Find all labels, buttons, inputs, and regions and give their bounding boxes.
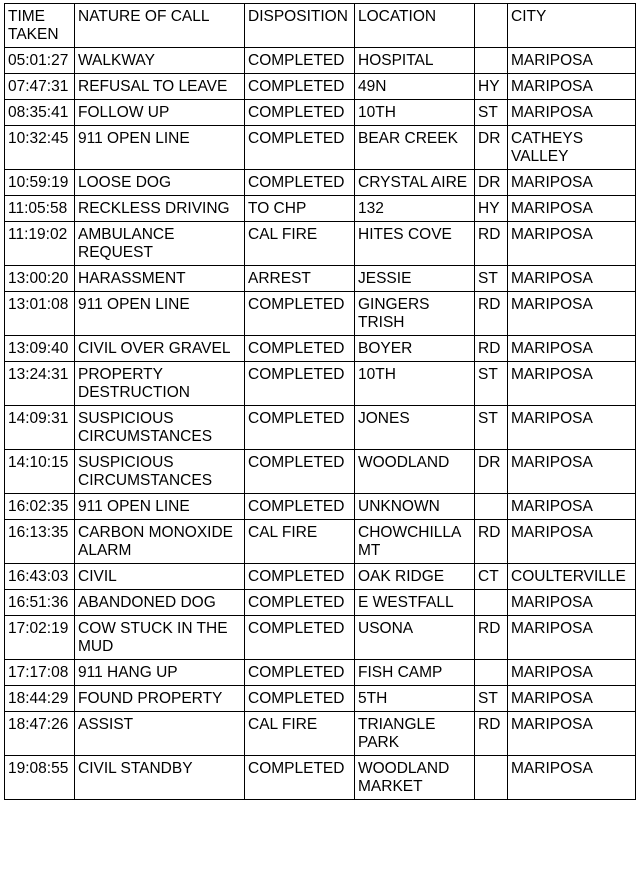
cell-nature-of-call: WALKWAY: [75, 48, 245, 74]
header-row: [5, 4, 636, 48]
cell-nature-of-call: LOOSE DOG: [75, 170, 245, 196]
cell-disposition: COMPLETED: [245, 660, 355, 686]
header-street-suffix: [475, 4, 508, 48]
cell-time-taken: 16:51:36: [5, 590, 75, 616]
cell-street-suffix: ST: [475, 100, 508, 126]
cell-street-suffix: RD: [475, 292, 508, 336]
cell-disposition: TO CHP: [245, 196, 355, 222]
cell-time-taken: 13:09:40: [5, 336, 75, 362]
cell-location: HITES COVE: [355, 222, 475, 266]
cell-disposition: COMPLETED: [245, 170, 355, 196]
cell-nature-of-call: CIVIL STANDBY: [75, 756, 245, 800]
table-row: [5, 616, 636, 660]
cell-nature-of-call: FOLLOW UP: [75, 100, 245, 126]
cell-location: WOODLAND: [355, 450, 475, 494]
table-row: [5, 406, 636, 450]
cell-street-suffix: ST: [475, 686, 508, 712]
cell-nature-of-call: SUSPICIOUS CIRCUMSTANCES: [75, 450, 245, 494]
cell-location: JONES: [355, 406, 475, 450]
cell-disposition: COMPLETED: [245, 756, 355, 800]
cell-location: 10TH: [355, 362, 475, 406]
cell-nature-of-call: 911 HANG UP: [75, 660, 245, 686]
cell-disposition: CAL FIRE: [245, 222, 355, 266]
header-time-taken: TIME TAKEN: [5, 4, 75, 48]
cell-city: MARIPOSA: [508, 450, 636, 494]
cell-disposition: CAL FIRE: [245, 520, 355, 564]
cell-time-taken: 16:02:35: [5, 494, 75, 520]
cell-nature-of-call: AMBULANCE REQUEST: [75, 222, 245, 266]
table-row: [5, 494, 636, 520]
cell-time-taken: 16:43:03: [5, 564, 75, 590]
header-location: LOCATION: [355, 4, 475, 48]
header-nature-of-call: NATURE OF CALL: [75, 4, 245, 48]
cell-city: MARIPOSA: [508, 494, 636, 520]
cell-nature-of-call: CARBON MONOXIDE ALARM: [75, 520, 245, 564]
cell-city: MARIPOSA: [508, 48, 636, 74]
cell-city: MARIPOSA: [508, 170, 636, 196]
cell-disposition: COMPLETED: [245, 362, 355, 406]
table-row: [5, 266, 636, 292]
table-row: [5, 126, 636, 170]
cell-nature-of-call: CIVIL OVER GRAVEL: [75, 336, 245, 362]
cell-time-taken: 19:08:55: [5, 756, 75, 800]
cell-nature-of-call: ASSIST: [75, 712, 245, 756]
cell-time-taken: 11:19:02: [5, 222, 75, 266]
cell-location: BOYER: [355, 336, 475, 362]
cell-disposition: COMPLETED: [245, 494, 355, 520]
table-row: [5, 686, 636, 712]
cell-street-suffix: [475, 494, 508, 520]
cell-time-taken: 18:47:26: [5, 712, 75, 756]
cell-location: OAK RIDGE: [355, 564, 475, 590]
cell-city: MARIPOSA: [508, 336, 636, 362]
cell-time-taken: 13:24:31: [5, 362, 75, 406]
cell-time-taken: 16:13:35: [5, 520, 75, 564]
cell-nature-of-call: PROPERTY DESTRUCTION: [75, 362, 245, 406]
cell-time-taken: 08:35:41: [5, 100, 75, 126]
cell-street-suffix: ST: [475, 362, 508, 406]
cell-street-suffix: ST: [475, 266, 508, 292]
cell-city: MARIPOSA: [508, 266, 636, 292]
cell-city: MARIPOSA: [508, 100, 636, 126]
table-row: [5, 196, 636, 222]
table-row: [5, 520, 636, 564]
table-row: [5, 48, 636, 74]
table-row: [5, 100, 636, 126]
cell-nature-of-call: COW STUCK IN THE MUD: [75, 616, 245, 660]
cell-disposition: COMPLETED: [245, 126, 355, 170]
table-row: [5, 756, 636, 800]
call-log-body: [5, 48, 636, 800]
table-row: [5, 336, 636, 362]
table-row: [5, 590, 636, 616]
cell-city: MARIPOSA: [508, 74, 636, 100]
cell-time-taken: 10:59:19: [5, 170, 75, 196]
cell-city: MARIPOSA: [508, 756, 636, 800]
cell-street-suffix: HY: [475, 74, 508, 100]
cell-location: FISH CAMP: [355, 660, 475, 686]
table-row: [5, 292, 636, 336]
cell-disposition: COMPLETED: [245, 616, 355, 660]
cell-street-suffix: ST: [475, 406, 508, 450]
cell-time-taken: 13:01:08: [5, 292, 75, 336]
cell-time-taken: 14:09:31: [5, 406, 75, 450]
cell-nature-of-call: 911 OPEN LINE: [75, 292, 245, 336]
cell-location: GINGERS TRISH: [355, 292, 475, 336]
cell-city: COULTERVILLE: [508, 564, 636, 590]
cell-location: 49N: [355, 74, 475, 100]
cell-nature-of-call: FOUND PROPERTY: [75, 686, 245, 712]
cell-disposition: COMPLETED: [245, 450, 355, 494]
cell-street-suffix: RD: [475, 520, 508, 564]
cell-time-taken: 11:05:58: [5, 196, 75, 222]
cell-street-suffix: CT: [475, 564, 508, 590]
cell-location: UNKNOWN: [355, 494, 475, 520]
cell-city: MARIPOSA: [508, 292, 636, 336]
cell-time-taken: 10:32:45: [5, 126, 75, 170]
cell-location: BEAR CREEK: [355, 126, 475, 170]
table-row: [5, 660, 636, 686]
header-city: CITY: [508, 4, 636, 48]
cell-city: MARIPOSA: [508, 362, 636, 406]
header-disposition: DISPOSITION: [245, 4, 355, 48]
cell-time-taken: 07:47:31: [5, 74, 75, 100]
cell-disposition: COMPLETED: [245, 100, 355, 126]
cell-street-suffix: [475, 48, 508, 74]
table-row: [5, 74, 636, 100]
cell-city: MARIPOSA: [508, 616, 636, 660]
cell-disposition: COMPLETED: [245, 48, 355, 74]
cell-street-suffix: DR: [475, 126, 508, 170]
cell-street-suffix: RD: [475, 222, 508, 266]
cell-nature-of-call: ABANDONED DOG: [75, 590, 245, 616]
cell-nature-of-call: HARASSMENT: [75, 266, 245, 292]
cell-time-taken: 13:00:20: [5, 266, 75, 292]
cell-disposition: COMPLETED: [245, 336, 355, 362]
cell-nature-of-call: 911 OPEN LINE: [75, 494, 245, 520]
table-row: [5, 564, 636, 590]
cell-disposition: COMPLETED: [245, 74, 355, 100]
cell-location: USONA: [355, 616, 475, 660]
cell-location: E WESTFALL: [355, 590, 475, 616]
cell-street-suffix: HY: [475, 196, 508, 222]
cell-disposition: COMPLETED: [245, 406, 355, 450]
cell-location: HOSPITAL: [355, 48, 475, 74]
cell-nature-of-call: CIVIL: [75, 564, 245, 590]
cell-nature-of-call: RECKLESS DRIVING: [75, 196, 245, 222]
cell-nature-of-call: REFUSAL TO LEAVE: [75, 74, 245, 100]
table-row: [5, 450, 636, 494]
cell-city: MARIPOSA: [508, 660, 636, 686]
cell-time-taken: 05:01:27: [5, 48, 75, 74]
cell-location: TRIANGLE PARK: [355, 712, 475, 756]
cell-location: CRYSTAL AIRE: [355, 170, 475, 196]
cell-location: 5TH: [355, 686, 475, 712]
cell-city: MARIPOSA: [508, 712, 636, 756]
cell-time-taken: 17:02:19: [5, 616, 75, 660]
table-row: [5, 222, 636, 266]
cell-location: JESSIE: [355, 266, 475, 292]
cell-disposition: COMPLETED: [245, 590, 355, 616]
cell-nature-of-call: 911 OPEN LINE: [75, 126, 245, 170]
cell-disposition: COMPLETED: [245, 686, 355, 712]
cell-location: CHOWCHILLA MT: [355, 520, 475, 564]
cell-street-suffix: DR: [475, 450, 508, 494]
cell-disposition: CAL FIRE: [245, 712, 355, 756]
cell-location: 10TH: [355, 100, 475, 126]
cell-street-suffix: RD: [475, 712, 508, 756]
cell-street-suffix: [475, 590, 508, 616]
cell-city: MARIPOSA: [508, 196, 636, 222]
call-log-table: [4, 3, 636, 800]
cell-city: CATHEYS VALLEY: [508, 126, 636, 170]
cell-city: MARIPOSA: [508, 406, 636, 450]
table-row: [5, 170, 636, 196]
cell-street-suffix: RD: [475, 616, 508, 660]
cell-time-taken: 18:44:29: [5, 686, 75, 712]
cell-street-suffix: RD: [475, 336, 508, 362]
cell-street-suffix: [475, 660, 508, 686]
cell-time-taken: 14:10:15: [5, 450, 75, 494]
cell-location: 132: [355, 196, 475, 222]
cell-disposition: ARREST: [245, 266, 355, 292]
cell-street-suffix: [475, 756, 508, 800]
cell-city: MARIPOSA: [508, 590, 636, 616]
cell-location: WOODLAND MARKET: [355, 756, 475, 800]
cell-time-taken: 17:17:08: [5, 660, 75, 686]
table-row: [5, 362, 636, 406]
cell-street-suffix: DR: [475, 170, 508, 196]
cell-city: MARIPOSA: [508, 686, 636, 712]
cell-disposition: COMPLETED: [245, 564, 355, 590]
cell-city: MARIPOSA: [508, 520, 636, 564]
cell-disposition: COMPLETED: [245, 292, 355, 336]
cell-city: MARIPOSA: [508, 222, 636, 266]
cell-nature-of-call: SUSPICIOUS CIRCUMSTANCES: [75, 406, 245, 450]
table-row: [5, 712, 636, 756]
